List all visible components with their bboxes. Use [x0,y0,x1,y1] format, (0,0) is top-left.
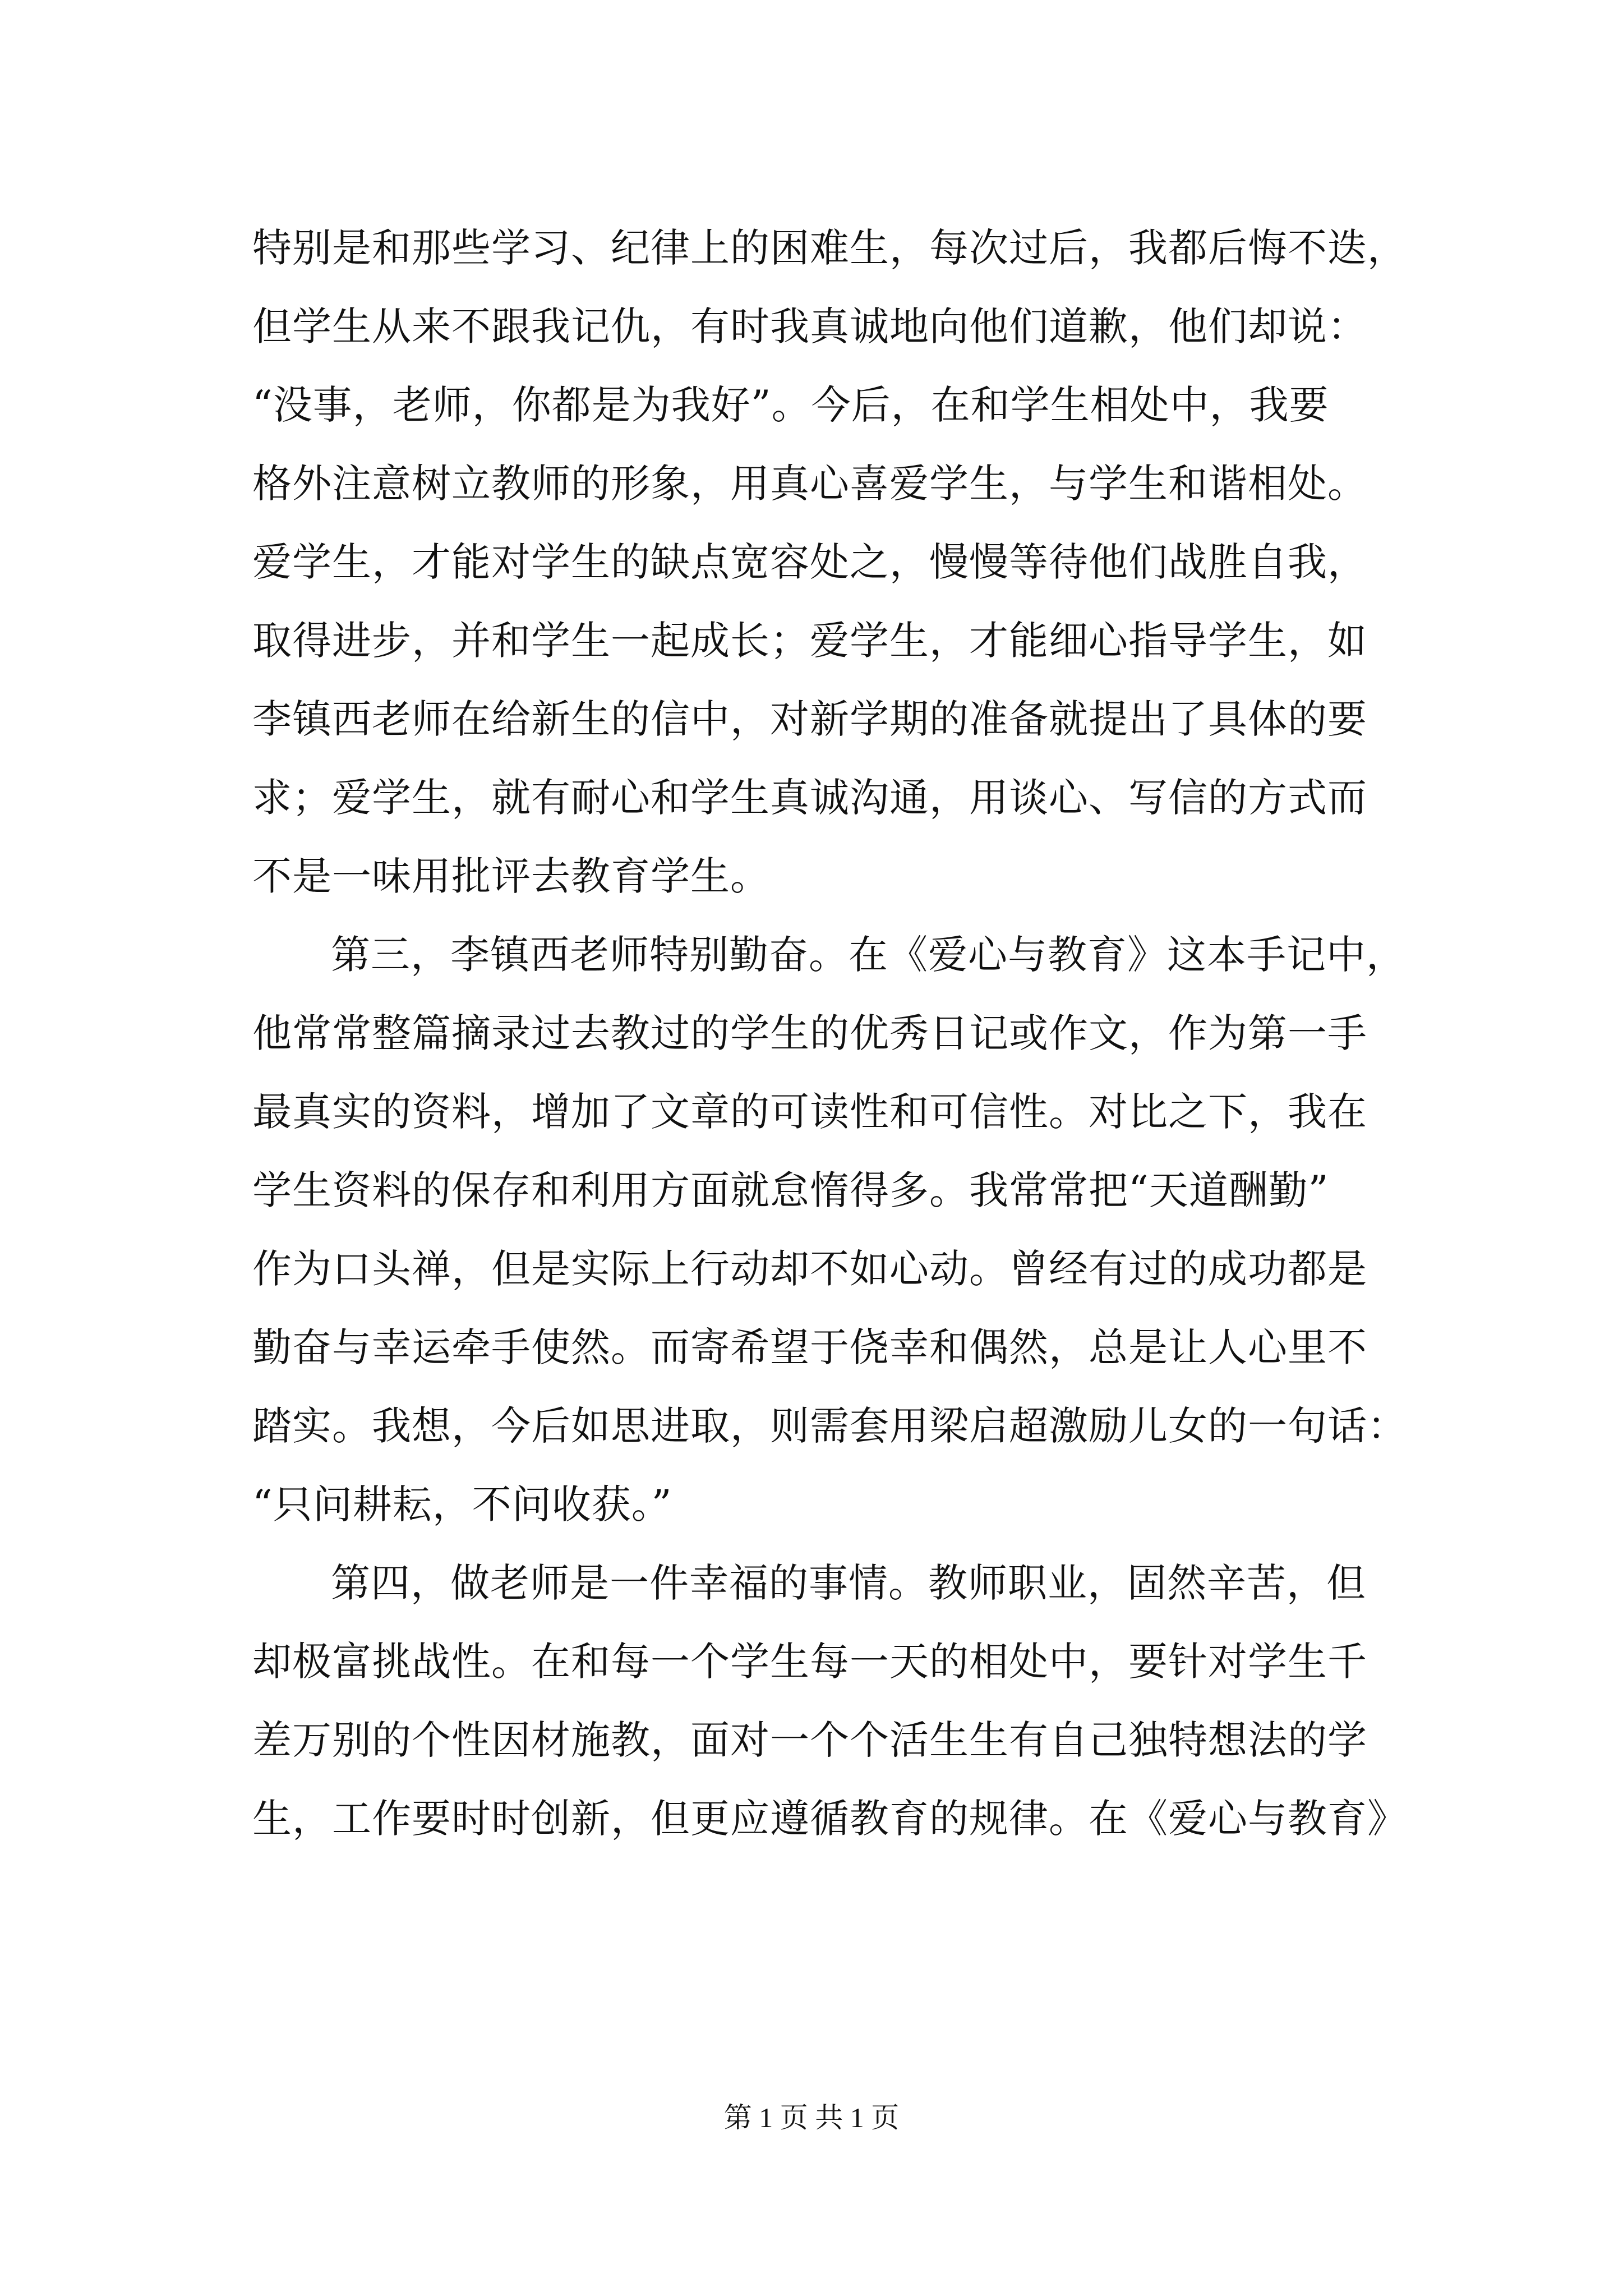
text-line: 特别是和那些学习、纪律上的困难生，每次过后，我都后悔不迭， [252,225,1407,271]
text-line: 取得进步，并和学生一起成长；爱学生，才能细心指导学生，如 [252,618,1367,664]
text-line: 求；爱学生，就有耐心和学生真诚沟通，用谈心、写信的方式而 [252,775,1367,821]
text-line: 最真实的资料，增加了文章的可读性和可信性。对比之下，我在 [252,1089,1367,1135]
document-body [252,209,1419,1858]
text-line: “只问耕耘，不问收获。” [252,1481,672,1527]
text-line: “没事，老师，你都是为我好”。今后，在和学生相处中，我要 [252,382,1329,428]
text-line: 作为口头禅，但是实际上行动却不如心动。曾经有过的成功都是 [252,1246,1367,1292]
paragraph-start-line: 第四，做老师是一件幸福的事情。教师职业，固然辛苦，但 [331,1560,1366,1606]
text-line: 勤奋与幸运牵手使然。而寄希望于侥幸和偶然，总是让人心里不 [252,1324,1367,1370]
text-line: 他常常整篇摘录过去教过的学生的优秀日记或作文，作为第一手 [252,1010,1367,1056]
text-line: 不是一味用批评去教育学生。 [252,853,770,899]
text-line: 踏实。我想，今后如思进取，则需套用梁启超激励儿女的一句话： [252,1403,1407,1449]
text-line: 却极富挑战性。在和每一个学生每一天的相处中，要针对学生千 [252,1639,1367,1685]
text-line: 差万别的个性因材施教，面对一个个活生生有自己独特想法的学 [252,1717,1367,1763]
text-line: 生，工作要时时创新，但更应遵循教育的规律。在《爱心与教育》 [252,1796,1407,1842]
text-line: 格外注意树立教师的形象，用真心喜爱学生，与学生和谐相处。 [252,461,1367,507]
text-line: 但学生从来不跟我记仇，有时我真诚地向他们道歉，他们却说： [252,303,1367,349]
paragraph-start-line: 第三，李镇西老师特别勤奋。在《爱心与教育》这本手记中， [331,932,1406,978]
text-line: 李镇西老师在给新生的信中，对新学期的准备就提出了具体的要 [252,696,1367,742]
text-line: 爱学生，才能对学生的缺点宽容处之，慢慢等待他们战胜自我， [252,539,1367,585]
text-line: 学生资料的保存和利用方面就怠惰得多。我常常把“天道酬勤” [252,1167,1329,1213]
page-number-footer: 第 1 页 共 1 页 [723,2102,900,2133]
